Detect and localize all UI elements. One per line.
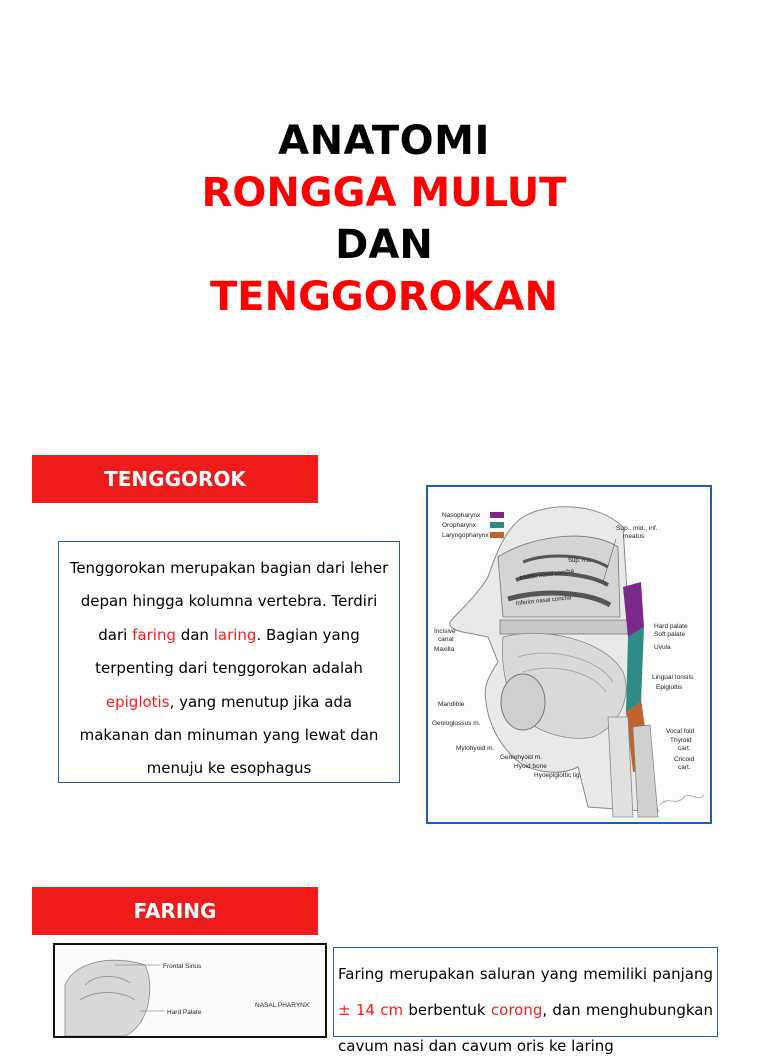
text-part: , dan menghubungkan cavum nasi dan cavum oris ke laring — [338, 1001, 713, 1055]
legend-laryngopharynx-label: Laryngopharynx — [442, 532, 489, 539]
label-soft-palate: Soft palate — [654, 631, 686, 638]
label-uvula: Uvula — [654, 644, 671, 651]
label-vocal-fold: Vocal fold — [666, 728, 695, 735]
label-frontal-sinus: Frontal Sinus — [163, 963, 202, 970]
highlight-corong: corong — [490, 1001, 543, 1019]
label-inferior-nasal-concha: Inferior nasal concha — [515, 595, 572, 607]
pharynx-illustration — [55, 945, 325, 1036]
section-heading-tenggorok: TENGGOROK — [32, 455, 318, 503]
highlight-faring: faring — [132, 625, 176, 644]
legend-oropharynx-label: Oropharynx — [442, 522, 476, 529]
label-cart-1: cart. — [678, 745, 691, 752]
label-maxilla: Maxilla — [434, 646, 455, 653]
highlight-epiglotis: epiglotis — [105, 692, 170, 711]
text-part: berbentuk — [403, 1001, 491, 1019]
text-part: Tenggorokan merupakan bagian dari leher depan hingga kolumna vertebra. Terdiri dari — [69, 559, 389, 644]
legend-laryngopharynx-swatch — [490, 532, 504, 538]
tenggorok-description — [58, 541, 400, 783]
label-middle-nasal-concha: Middle nasal concha — [519, 568, 575, 582]
legend-nasopharynx-swatch — [490, 512, 504, 518]
text-part: . Bagian yang terpenting dari tenggorokan adalah — [95, 625, 363, 678]
text-part: , yang menutup jika ada makanan dan minuman yang lewat dan menuju ke esophagus — [79, 692, 379, 778]
legend-nasopharynx-label: Nasopharynx — [442, 512, 481, 519]
label-hyoid-bone: Hyoid bone — [514, 763, 547, 770]
label-incisive: Incisive — [434, 628, 456, 635]
highlight-length: ± 14 cm — [338, 1001, 404, 1019]
throat-anatomy-illustration — [428, 487, 710, 822]
label-hard-palate-2: Hard Palate — [167, 1009, 202, 1016]
label-genioglossus: Genioglossus m. — [432, 720, 481, 727]
highlight-laring: laring — [213, 625, 257, 644]
label-canal: canal — [438, 636, 454, 643]
label-mandible: Mandible — [438, 701, 465, 708]
label-cricoid: Cricoid — [674, 756, 695, 763]
title-dan: DAN — [335, 222, 433, 268]
label-hard-palate: Hard palate — [654, 623, 688, 630]
throat-anatomy-figure — [426, 485, 712, 824]
legend-oropharynx-swatch — [490, 522, 504, 528]
label-mylohyoid: Mylohyoid m. — [456, 745, 495, 752]
label-sup-nc: Sup. n.c. — [568, 558, 592, 564]
section-heading-faring: FARING — [32, 887, 318, 935]
label-meatus: meatus — [623, 533, 645, 540]
text-part: dan — [175, 625, 214, 644]
title-tenggorokan: TENGGOROKAN — [210, 274, 558, 320]
label-lingual-tonsils: Lingual tonsils — [652, 674, 694, 681]
title-rongga-mulut: RONGGA MULUT — [201, 170, 567, 216]
artist-signature — [660, 795, 704, 805]
label-geniohyoid: Geniohyoid m. — [500, 754, 542, 761]
label-nasal-pharynx: NASAL PHARYNX — [255, 1002, 310, 1009]
label-hyoepiglottic: Hyoepiglottic lig. — [534, 772, 582, 779]
text-part: Faring merupakan saluran yang memiliki panjang — [338, 965, 713, 983]
label-sup-mid-inf: Sup., mid., inf. — [616, 525, 658, 532]
label-thyroid: Thyroid — [670, 737, 692, 744]
label-epiglottis: Epiglottis — [656, 684, 683, 691]
label-cart-2: cart. — [678, 764, 691, 771]
title-anatomi: ANATOMI — [278, 118, 490, 164]
